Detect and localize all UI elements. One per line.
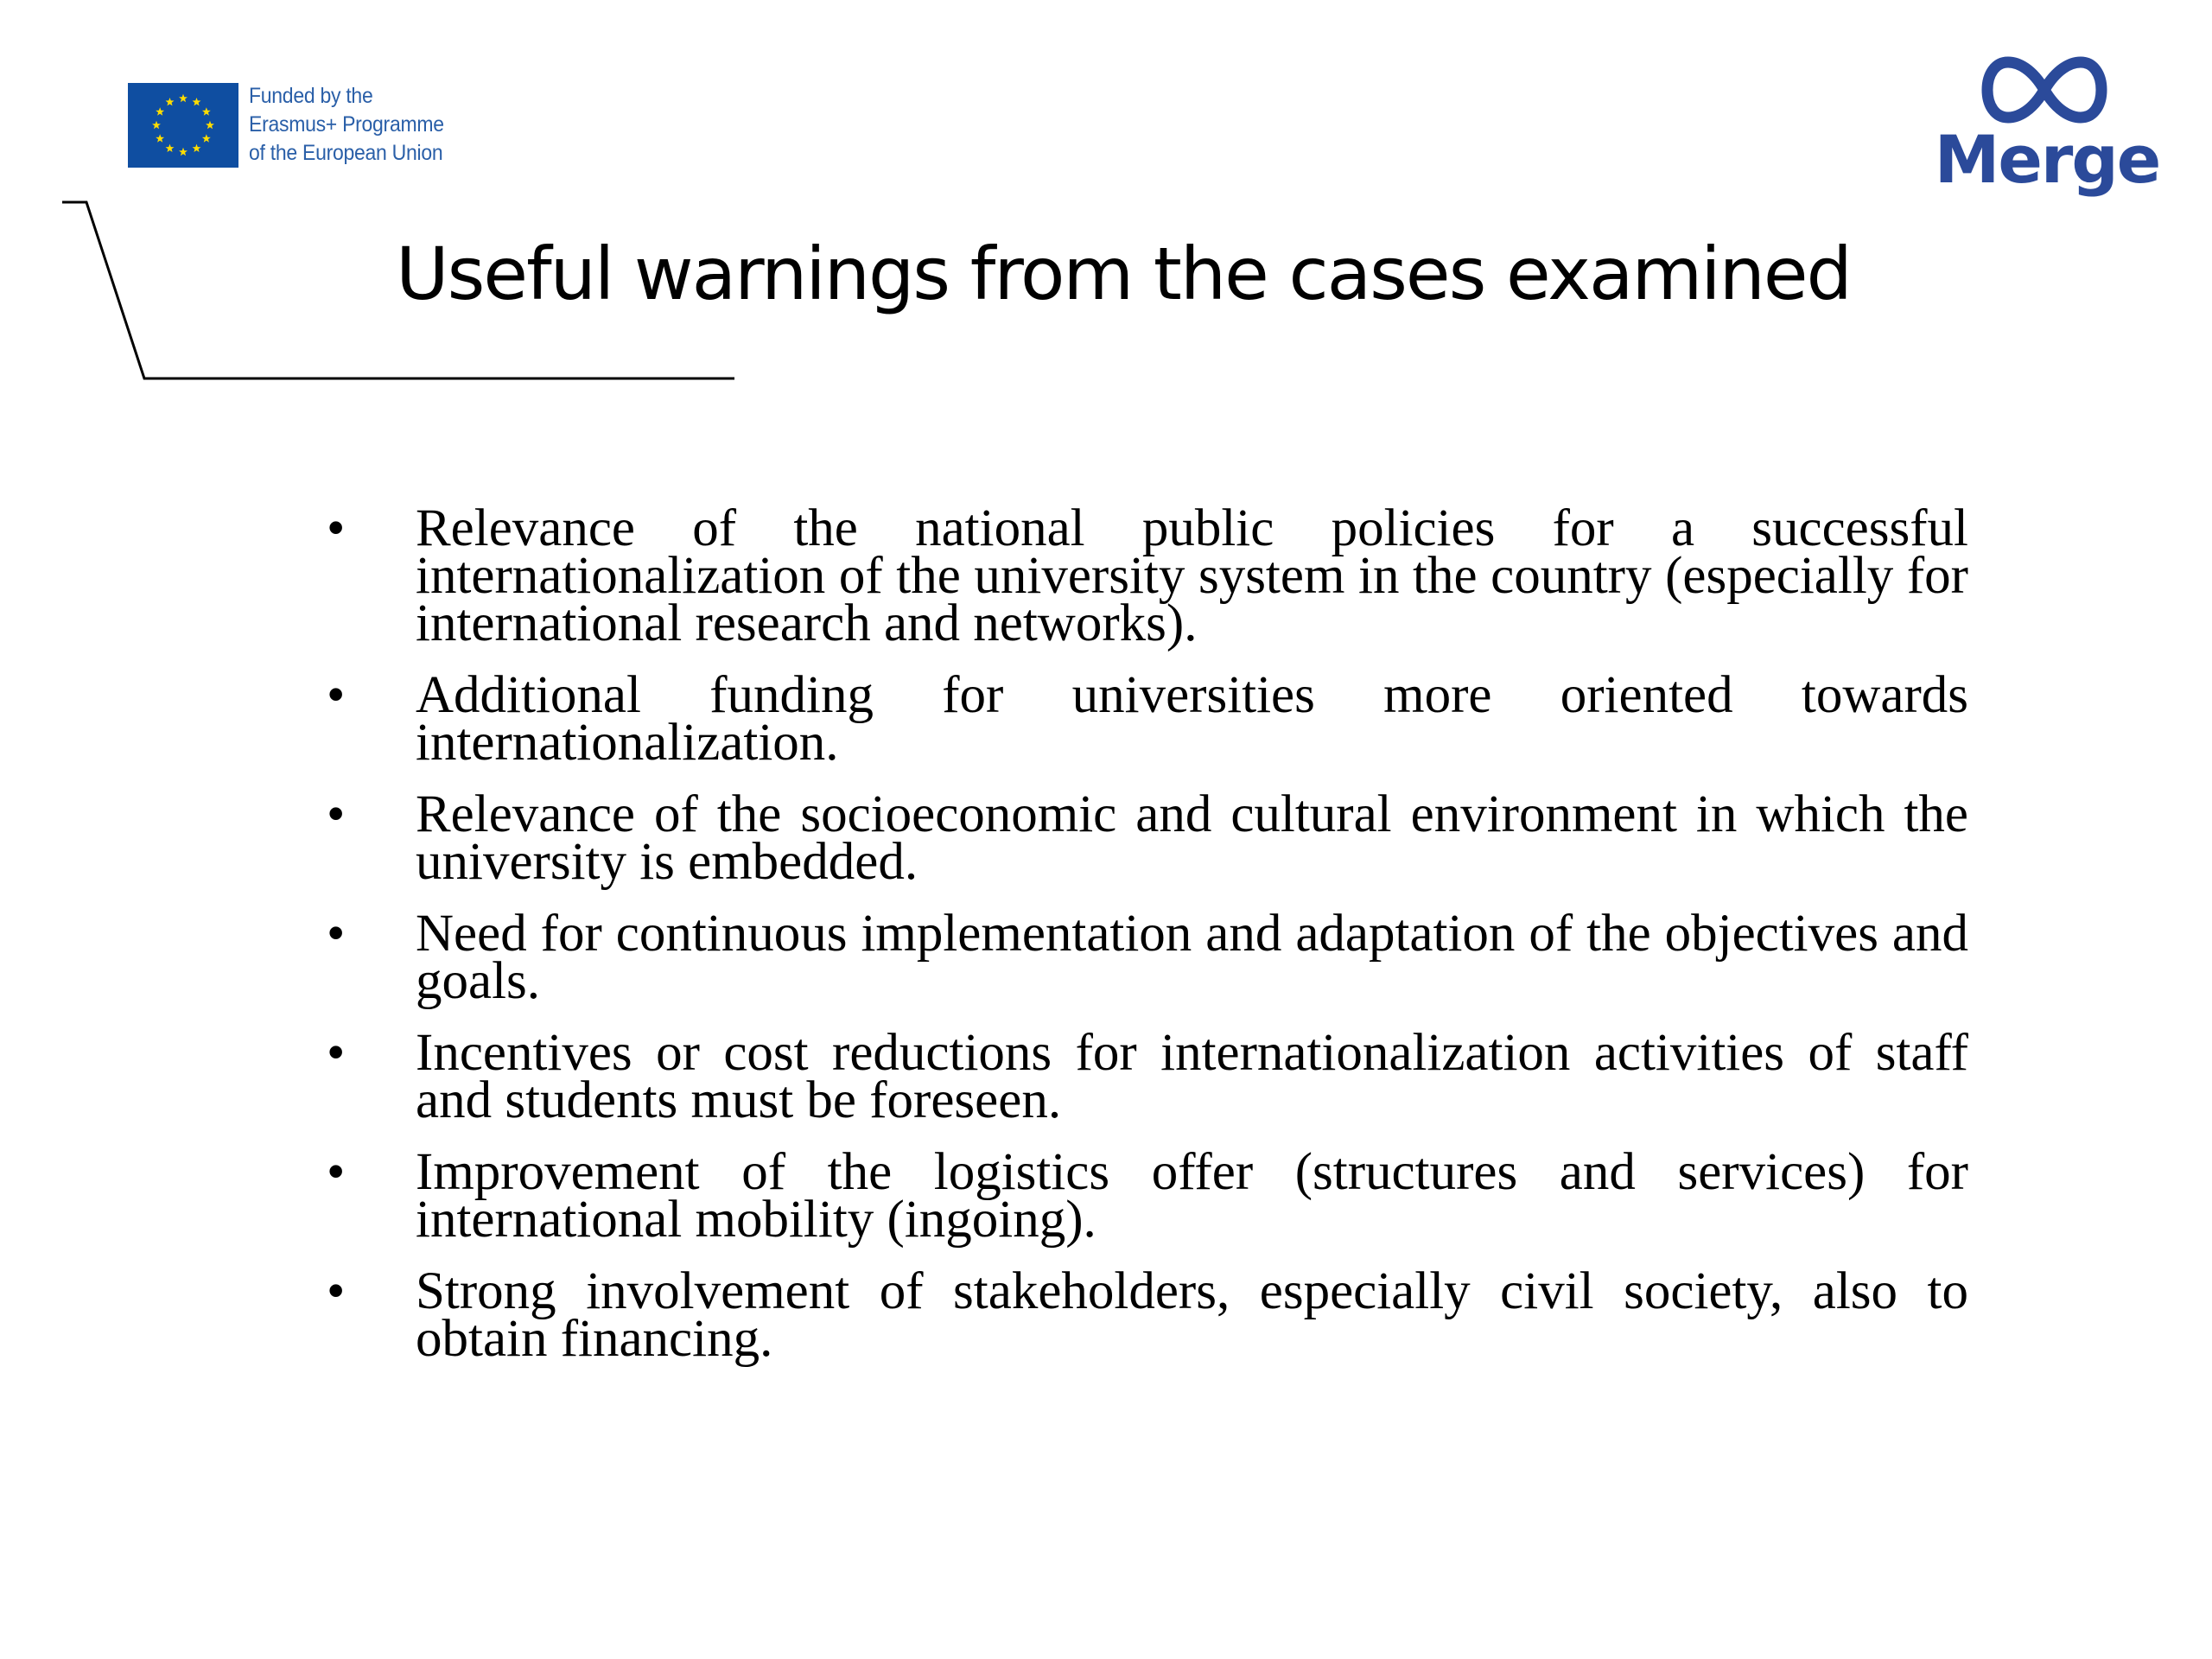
bullet-icon: •: [327, 499, 346, 557]
list-item: [327, 1024, 1968, 1129]
infinity-icon: [1980, 54, 2108, 126]
list-item: [327, 666, 1968, 772]
list-item: [327, 499, 1968, 652]
bullet-list: [327, 499, 1968, 1387]
eu-text-line-1: Funded by the: [249, 84, 373, 108]
bullet-icon: •: [327, 1143, 346, 1201]
bullet-text: Relevance of the national public policies for a successful internationalization of the university system in the country (especially for international research and networks).: [416, 499, 1968, 652]
bullet-icon: •: [327, 1262, 346, 1320]
bullet-text: Improvement of the logistics offer (structures and services) for international mobility (ingoing).: [416, 1143, 1968, 1249]
merge-logo: [1930, 54, 2164, 213]
eu-funding-text: [249, 82, 444, 168]
list-item: [327, 905, 1968, 1010]
list-item: [327, 785, 1968, 891]
list-item: [327, 1143, 1968, 1249]
eu-text-line-2: Erasmus+ Programme: [249, 112, 444, 137]
eu-funding-logo: [128, 82, 461, 168]
bullet-text: Relevance of the socioeconomic and cultural environment in which the university is embedded.: [416, 785, 1968, 891]
bullet-text: Strong involvement of stakeholders, especially civil society, also to obtain financing.: [416, 1262, 1968, 1368]
bullet-text: Need for continuous implementation and adaptation of the objectives and goals.: [416, 905, 1968, 1010]
eu-flag-icon: [128, 83, 238, 168]
decorative-line: [0, 0, 778, 397]
merge-wordmark: Merge: [1934, 121, 2160, 198]
bullet-icon: •: [327, 905, 346, 963]
list-item: [327, 1262, 1968, 1368]
bullet-icon: •: [327, 785, 346, 843]
eu-text-line-3: of the European Union: [249, 141, 443, 165]
bullet-text: Additional funding for universities more oriented towards internationalization.: [416, 666, 1968, 772]
bullet-text: Incentives or cost reductions for internationalization activities of staff and students must be foreseen.: [416, 1024, 1968, 1129]
bullet-icon: •: [327, 666, 346, 724]
bullet-icon: •: [327, 1024, 346, 1082]
slide-title: Useful warnings from the cases examined: [396, 232, 1851, 316]
